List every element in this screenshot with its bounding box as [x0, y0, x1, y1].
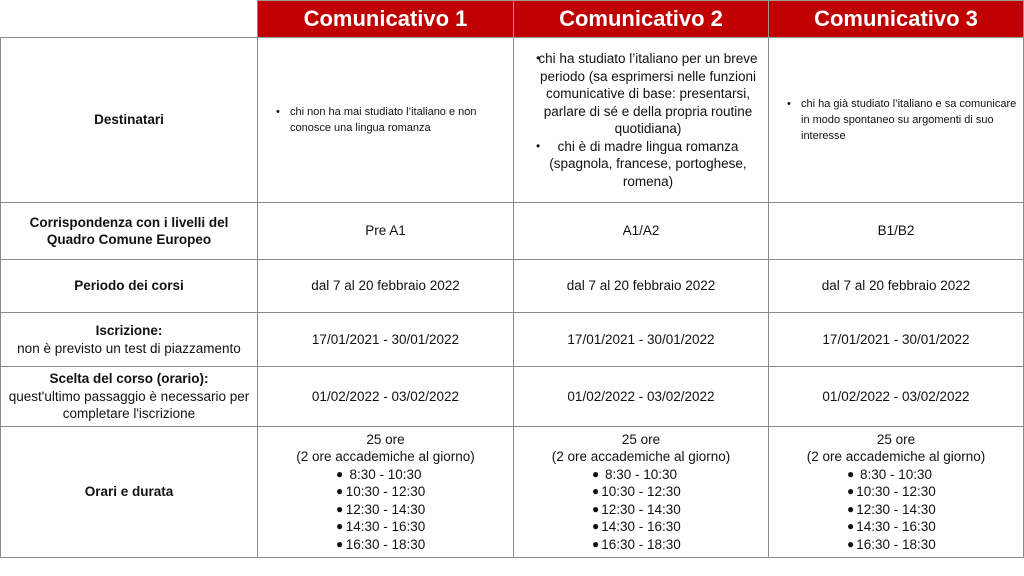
- list-item: • chi non ha mai studiato l’italiano e non conosce una lingua romanza: [262, 104, 509, 136]
- cell-orari-c3: [769, 427, 1024, 558]
- cell-iscrizione-c2: 17/01/2021 - 30/01/2022: [514, 313, 769, 367]
- bullet-icon: ●: [336, 484, 344, 499]
- iscrizione-label: Iscrizione:: [95, 323, 163, 338]
- cell-periodo-c1: dal 7 al 20 febbraio 2022: [258, 260, 514, 313]
- cell-iscrizione-c3: 17/01/2021 - 30/01/2022: [769, 313, 1024, 367]
- bullet-icon: ●: [592, 484, 600, 499]
- cell-scelta-c2: 01/02/2022 - 03/02/2022: [514, 367, 769, 427]
- bullet-icon: ●: [847, 501, 855, 516]
- time-slot: 10:30 - 12:30: [345, 484, 426, 500]
- bullet-icon: ●: [592, 536, 600, 551]
- bullet-icon: ●: [336, 466, 344, 481]
- list-item: [262, 536, 509, 554]
- list-item: • chi è di madre lingua romanza (spagnola, francese, portoghese, romena): [518, 138, 764, 191]
- cell-livelli-c2: A1/A2: [514, 203, 769, 260]
- cell-iscrizione-c1: 17/01/2021 - 30/01/2022: [258, 313, 514, 367]
- bullet-icon: ●: [847, 466, 855, 481]
- bullet-icon: ●: [336, 519, 344, 534]
- list-item: [773, 501, 1019, 519]
- orari-note: (2 ore accademiche al giorno): [551, 449, 731, 465]
- table-row-periodo: [1, 260, 1024, 313]
- iscrizione-sublabel: non è previsto un test di piazzamento: [17, 340, 241, 356]
- course-header-1: Comunicativo 1: [258, 1, 514, 38]
- cell-destinatari-c1: [258, 38, 514, 203]
- list-item: [518, 483, 764, 501]
- time-slot: 10:30 - 12:30: [856, 484, 936, 500]
- table-row-iscrizione: [1, 313, 1024, 367]
- table-row-destinatari: [1, 38, 1024, 203]
- bullet-icon: ●: [336, 501, 344, 516]
- list-item: [262, 466, 509, 484]
- time-slot: 16:30 - 18:30: [345, 536, 426, 552]
- time-slot: 10:30 - 12:30: [601, 484, 681, 500]
- table-row-scelta: [1, 367, 1024, 427]
- time-slot: 12:30 - 14:30: [856, 501, 936, 517]
- cell-scelta-c1: 01/02/2022 - 03/02/2022: [258, 367, 514, 427]
- list-item: • chi ha già studiato l’italiano e sa comunicare in modo spontaneo su argomenti di suo interesse: [773, 96, 1019, 144]
- table-row-orari: [1, 427, 1024, 558]
- list-item: [262, 483, 509, 501]
- row-label-destinatari: Destinatari: [1, 38, 258, 203]
- list-item: [262, 518, 509, 536]
- cell-orari-c2: [514, 427, 769, 558]
- orari-slots-c2: [518, 466, 764, 554]
- cell-periodo-c2: dal 7 al 20 febbraio 2022: [514, 260, 769, 313]
- destinatari-list-c2: [518, 50, 764, 190]
- course-header-3: Comunicativo 3: [769, 1, 1024, 38]
- scelta-label: Scelta del corso (orario):: [49, 371, 209, 387]
- time-slot: 16:30 - 18:30: [856, 536, 936, 552]
- time-slot: 14:30 - 16:30: [601, 519, 681, 535]
- bullet-icon: ●: [592, 519, 600, 534]
- time-slot: 14:30 - 16:30: [856, 519, 936, 535]
- list-item: [518, 536, 764, 554]
- bullet-icon: ●: [592, 466, 600, 481]
- destinatari-list-c1: [262, 104, 509, 136]
- time-slot: 8:30 - 10:30: [859, 466, 933, 482]
- destinatari-list-c3: [773, 96, 1019, 144]
- orari-note: (2 ore accademiche al giorno): [806, 449, 986, 465]
- row-label-iscrizione: [1, 313, 258, 367]
- cell-scelta-c3: 01/02/2022 - 03/02/2022: [769, 367, 1024, 427]
- list-item: [773, 466, 1019, 484]
- bullet-icon: ●: [336, 536, 344, 551]
- list-item: [262, 501, 509, 519]
- time-slot: 12:30 - 14:30: [601, 501, 681, 517]
- list-item: [518, 501, 764, 519]
- bullet-icon: ●: [847, 519, 855, 534]
- cell-destinatari-c2: [514, 38, 769, 203]
- orari-slots-c1: [262, 466, 509, 554]
- cell-destinatari-c3: [769, 38, 1024, 203]
- cell-orari-c1: [258, 427, 514, 558]
- list-item: [773, 483, 1019, 501]
- course-header-2: Comunicativo 2: [514, 1, 769, 38]
- orari-hours: 25 ore: [621, 431, 661, 447]
- row-label-orari: Orari e durata: [1, 427, 258, 558]
- orari-slots-c3: [773, 466, 1019, 554]
- cell-livelli-c1: Pre A1: [258, 203, 514, 260]
- table-row-livelli: [1, 203, 1024, 260]
- orari-hours: 25 ore: [366, 431, 405, 447]
- header-row: [1, 1, 1024, 38]
- time-slot: 8:30 - 10:30: [604, 466, 678, 482]
- row-label-livelli: Corrispondenza con i livelli del Quadro Comune Europeo: [1, 203, 258, 260]
- time-slot: 16:30 - 18:30: [601, 536, 681, 552]
- bullet-icon: ●: [847, 484, 855, 499]
- list-item: [773, 536, 1019, 554]
- row-label-scelta: [1, 367, 258, 427]
- orari-hours: 25 ore: [876, 431, 916, 447]
- orari-note: (2 ore accademiche al giorno): [296, 449, 475, 465]
- list-item: [518, 518, 764, 536]
- time-slot: 12:30 - 14:30: [345, 501, 426, 517]
- list-item: [518, 466, 764, 484]
- time-slot: 14:30 - 16:30: [345, 519, 426, 535]
- bullet-icon: ●: [592, 501, 600, 516]
- list-item: • chi ha studiato l’italiano per un breve periodo (sa esprimersi nelle funzioni comunicative di base: presentarsi, parlare di sé e della propria routine quotidiana): [518, 50, 764, 138]
- cell-periodo-c3: dal 7 al 20 febbraio 2022: [769, 260, 1024, 313]
- row-label-periodo: Periodo dei corsi: [1, 260, 258, 313]
- scelta-sublabel: quest'ultimo passaggio è necessario per completare l'iscrizione: [8, 388, 250, 422]
- list-item: [773, 518, 1019, 536]
- cell-livelli-c3: B1/B2: [769, 203, 1024, 260]
- header-blank-cell: [1, 1, 258, 38]
- time-slot: 8:30 - 10:30: [349, 466, 422, 482]
- bullet-icon: ●: [847, 536, 855, 551]
